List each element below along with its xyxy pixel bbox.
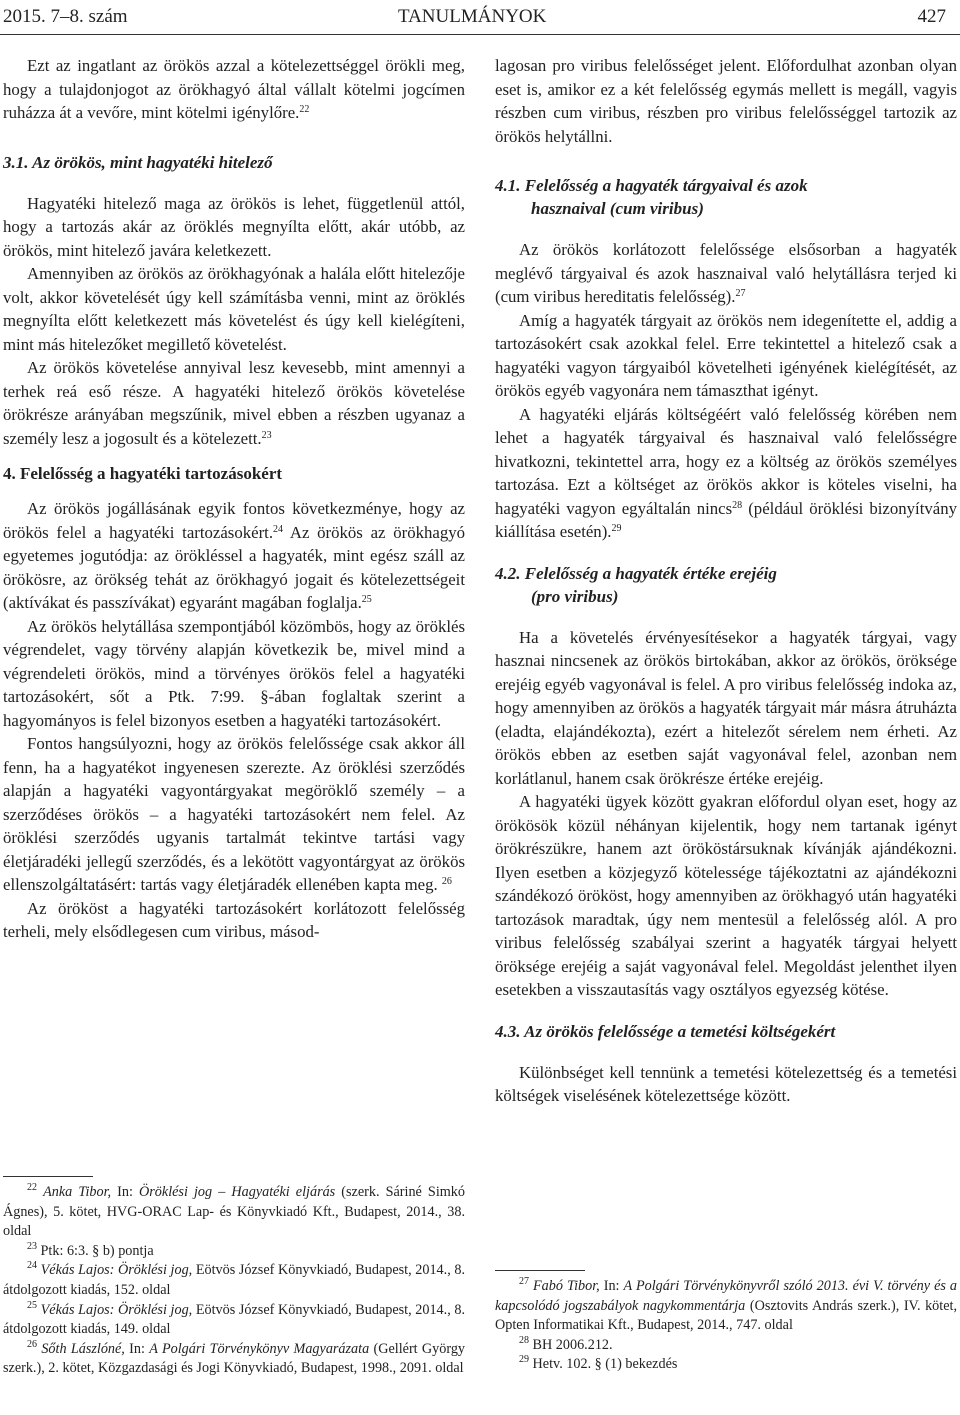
- paragraph: Az örökös jogállásának egyik fontos következménye, hogy az örökös felel a hagyatéki tartozásokért.$^{24}$ Az örökös az örökhagyó egyetemes jogutódja: az örökléssel a hagyaték, mint egész száll az örökösre, az örökség tehát az örökhagyó jogait és kötelezettségeit (aktívákat és passzívákat) egyaránt magában foglalja.$^{25}$: [3, 499, 465, 612]
- footnote-26: $^{26}$ Sőth Lászlóné, In: A Polgári Törvénykönyv Magyarázata (Gellért György szerk.), 2. kötet, Közgazdasági és Jogi Könyvkiadó, Budapest, 1998., 2091. oldal: [3, 1338, 466, 1377]
- left-column: [3, 54, 465, 944]
- footnote-ref[interactable]: 22: [299, 104, 310, 115]
- paragraph: A hagyatéki eljárás költségéért való felelősség körében nem lehet a hagyaték tárgyaival és hasznaival való felelősségre hivatkozni, tekintettel arra, hogy ez a költség az örökös személyes tartozása. Ezt a költséget az örökös akkor is köteles viselni, ha hagyatéki vagyon egyáltalán nincs$^{28}$ (például öröklési bizonyítvány kiállítása esetén).$^{29}$: [495, 404, 957, 541]
- paragraph: Az örökös korlátozott felelőssége elsősorban a hagyaték meglévő tárgyaival és azok hasznaival való helytállásra terjed ki (cum viribus hereditatis felelősség).$^{27}$: [495, 240, 957, 306]
- footnote-27: $^{27}$ Fabó Tibor, In: A Polgári Törvénykönyvről szóló 2013. évi V. törvény és a kapcsolódó jogszabályok nagykommentárja (Osztovits András szerk.), IV. kötet, Opten Informatikai Kft., Budapest, 2014., 747. oldal: [495, 1276, 957, 1334]
- section-heading-4-3: 4.3. Az örökös felelőssége a temetési költségekért: [495, 1021, 836, 1041]
- footnote-divider: [495, 1270, 585, 1271]
- footnote-ref[interactable]: 28: [732, 499, 743, 511]
- paragraph: Az örököst a hagyatéki tartozásokért korlátozott felelősség terheli, mely elsődlegesen cum viribus, másod-: [3, 898, 465, 941]
- section-heading-4-2: 4.2. Felelősség a hagyaték értéke erejéig: [495, 563, 777, 583]
- footnote-29: $^{29}$ Hetv. 102. § (1) bekezdés: [519, 1354, 678, 1373]
- page-header: [0, 0, 960, 35]
- paragraph: Különbséget kell tennünk a temetési kötelezettség és a temetési költségek viselésének kötelezettsége között.: [495, 1062, 957, 1105]
- footnote-ref[interactable]: 27: [735, 288, 746, 299]
- footnote-22: $^{22}$ Anka Tibor, In: Öröklési jog – Hagyatéki eljárás (szerk. Sáriné Simkó Ágnes), 5. kötet, HVG-ORAC Lap- és Könyvkiadó Kft., Budapest, 2014., 38. oldal: [3, 1182, 465, 1240]
- paragraph: Az örökös követelése annyival lesz kevesebb, mint amennyi a terhek reá eső része. A hagyatéki hitelező örökös követelése örökrésze arányában megszűnik, mivel ebben a részben ugyanaz a személy lesz a jogosult és a kötelezett.$^{23}$: [3, 358, 465, 448]
- footnote-ref[interactable]: 24: [273, 523, 284, 535]
- left-footnotes: [3, 1168, 465, 1379]
- section-heading-4: 4. Felelősség a hagyatéki tartozásokért: [3, 464, 283, 483]
- paragraph: Hagyatéki hitelező maga az örökös is lehet, függetlenül attól, hogy a tartozás akár az öröklés megnyílta előtt, akár utóbb, az örökös, mint hitelező javára keletkezett.: [3, 193, 465, 260]
- section-heading-4-1-cont: hasznaival (cum viribus): [531, 199, 704, 218]
- section-heading-3-1: 3.1. Az örökös, mint hagyatéki hitelező: [3, 152, 273, 172]
- paragraph: Ezt az ingatlant az örökös azzal a kötelezettséggel örökli meg, hogy a tulajdonjogot az örökhagyó által vállalt kötelmi jogcímen ruházza át a vevőre, mint kötelmi igénylőre.$^{22}$: [3, 56, 465, 122]
- footnote-ref[interactable]: 29: [611, 523, 622, 534]
- paragraph: Fontos hangsúlyozni, hogy az örökös felelőssége csak akkor áll fenn, ha a hagyatékot ingyenesen szerezte. Az öröklési szerződés alapján a hagyatéki vagyontárgyakat megöröklő személy – a szerződéses örökös – a hagyatéki tartozásokért nem felel. Az öröklési szerződés ugyanis tartalmát tekintve tartási vagy életjáradéki jellegű szerződés, és a lekötött vagyontárgyat az örökös ellenszolgáltatásért: tartás vagy életjáradék ellenében kapta meg. $^{26}$: [3, 734, 465, 894]
- footnote-ref[interactable]: 26: [441, 876, 452, 887]
- page-number: 427: [917, 6, 946, 27]
- right-footnotes: [495, 1262, 957, 1375]
- footnote-divider: [3, 1176, 93, 1177]
- paragraph: Amíg a hagyaték tárgyait az örökös nem idegenítette el, addig a tartozásokért csak azokkal felel. Erre tekintettel a hitelező csak a hagyatéki vagyon tárgyaiból követelheti igényének kielégítését, az örökös egyéb vagyonára nem támaszthat igényt.: [495, 310, 957, 400]
- footnote-ref[interactable]: 25: [361, 594, 372, 605]
- paragraph: lagosan pro viribus felelősséget jelent. Előfordulhat azonban olyan eset is, amikor ez a két felelősség egymás mellett is megáll, vagyis részben cum viribus, részben pro viribus felelősséggel tartozik az örökös helytállni.: [495, 56, 957, 146]
- paragraph: A hagyatéki ügyek között gyakran előfordul olyan eset, hogy az örökösök közül néhányan kijelentik, hogy nem tartanak igényt örökrészükre, hanem azt örököstársuknak kívánják ajándékozni. Ilyen esetben a közjegyző kötelessége tájékoztatni az ajándékozni szándékozó örököst, hogy amennyiben az örökhagyó után hagyatéki tartozások maradtak, úgy nem mentesül a felelősség alól. A pro viribus felelősség szabályai szerint a hagyaték tárgyai helyett öröksége erejéig a saját vagyonával felel. Megoldást jelenthet ilyen esetekben a visszautasítás vagy osztályos egyezség kötése.: [495, 792, 957, 999]
- paragraph: Az örökös helytállása szempontjából közömbös, hogy az öröklés végrendelet, vagy törvény alapján következik be, mivel mind a végrendeleti örökös, mind a törvényes örökös felel a hagyatéki tartozásokért, sőt a Ptk. 7:99. §-ában foglaltak szerint a hagyományos is felel bizonyos esetben a hagyatéki tartozásokért.: [3, 616, 465, 730]
- footnote-23: $^{23}$ Ptk: 6:3. § b) pontja: [27, 1240, 154, 1259]
- footnote-28: $^{28}$ BH 2006.212.: [519, 1334, 613, 1353]
- issue-label: 2015. 7–8. szám: [3, 6, 128, 27]
- section-heading-4-1: 4.1. Felelősség a hagyaték tárgyaival és azok: [495, 176, 808, 195]
- footnote-24: $^{24}$ Vékás Lajos: Öröklési jog, Eötvös József Könyvkiadó, Budapest, 2014., 8. átdolgozott kiadás, 152. oldal: [3, 1260, 466, 1298]
- footnote-25: $^{25}$ Vékás Lajos: Öröklési jog, Eötvös József Könyvkiadó, Budapest, 2014., 8. átdolgozott kiadás, 149. oldal: [3, 1299, 466, 1338]
- paragraph: Amennyiben az örökös az örökhagyónak a halála előtt hitelezője volt, akkor követelését úgy kell számításba venni, mint az öröklés megnyílta előtt keletkezett más követelést és úgy kell kielégíteni, mint más hitelezőket megillető követelést.: [3, 264, 465, 354]
- footnote-ref[interactable]: 23: [261, 429, 272, 441]
- paragraph: Ha a követelés érvényesítésekor a hagyaték tárgyai, vagy hasznai nincsenek az örökös birtokában, akkor az örökös, öröksége erejéig egyéb vagyonával is felel. A pro viribus felelősség indoka az, hogy amennyiben az örökös a hagyaték tárgyait már másra átruházta (eladta, elajándékozta), ezért a hitelezőt sérelem nem érheti. Az örökös ebben az esetben saját vagyonával felel, azonban nem korlátlanul, hanem csak örökrésze értéke erejéig.: [495, 627, 957, 788]
- section-heading-4-2-cont: (pro viribus): [531, 586, 619, 606]
- right-column: [495, 54, 957, 1108]
- section-label: TANULMÁNYOK: [398, 6, 547, 27]
